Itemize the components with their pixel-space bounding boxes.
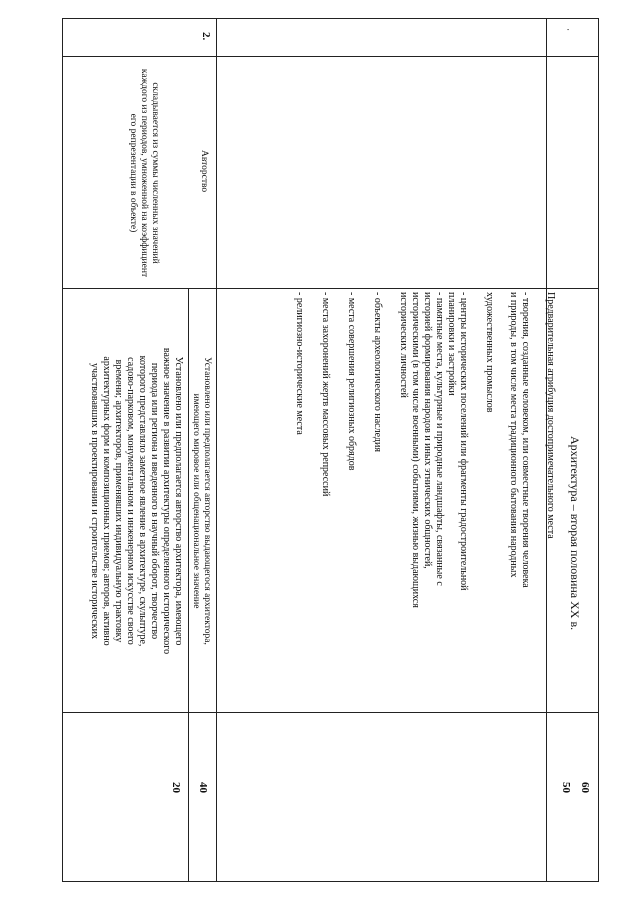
section-header-title: Архитектура – вторая половина XX в. — [568, 436, 582, 631]
preliminary-item: - религиозно-исторические места — [294, 292, 305, 435]
preliminary-item: планировки и застройки — [446, 292, 457, 396]
authorship-title-line: Установлено или предполагается авторство выдающегося архитектора, — [202, 357, 212, 645]
preliminary-item: и природы, в том числе места традиционного бытования народных — [508, 292, 519, 578]
preliminary-item: - центры исторических поселений или фрагменты градостроительной — [458, 292, 469, 591]
table-border-col1 — [216, 18, 217, 882]
corner-mark: · — [562, 28, 572, 32]
preliminary-item: - памятные места, культурные и природные ландшафты, связанные с — [434, 292, 445, 586]
table-border-left — [62, 18, 63, 882]
preliminary-item: - места захоронений жертв массовых репрессий — [320, 292, 331, 497]
preliminary-item: историей формирования народов и иных этнических общностей, — [422, 292, 433, 569]
row-number: 2. — [200, 32, 212, 41]
regional-line: времени; архитекторов, применявших индивидуальную трактовку — [113, 359, 124, 643]
table-border-row3 — [62, 712, 599, 713]
regional-line: садово-парковом, монументальном и инженерном искусстве своего — [125, 357, 136, 645]
regional-line: Установлено или предполагается авторство архитектора, имеющего — [173, 356, 184, 646]
preliminary-item: историческими (в том числе военными) событиями, жизнью выдающихся — [410, 292, 421, 608]
preliminary-score: 50 — [560, 782, 572, 793]
regional-line: которого представляло заметное явление в архитектуре, скульптуре, — [137, 355, 148, 647]
table-border-subcol — [188, 288, 189, 882]
authorship-title-line: имеющего мировое или общенациональное значение — [191, 393, 201, 609]
regional-line: участвовавших в проектировании и строительстве исторических — [89, 362, 100, 640]
preliminary-item: - объекты археологического наследия — [372, 292, 383, 452]
table-border-top — [62, 18, 599, 19]
preliminary-item: исторических личностей — [398, 292, 409, 398]
authorship-score: 40 — [197, 782, 209, 793]
regional-line: периода или региона и введенного в научный оборот, творчество — [149, 362, 160, 640]
preliminary-item: - места совершения религиозных обрядов — [346, 292, 357, 471]
regional-description — [88, 296, 184, 706]
section-header-score: 60 — [579, 782, 591, 793]
preliminary-item: - творения, созданные человеком, или совместные творения человека — [520, 292, 531, 588]
preliminary-title: Предварительная атрибуция достопримечательного места — [545, 292, 556, 539]
authorship-title — [190, 296, 212, 706]
table-border-bottom — [62, 881, 599, 882]
left-note-text: складывается из суммы численных значений каждого из периодов, умноженной на коэффициент его репрезентации в объекте) — [128, 68, 160, 278]
criterion-label: Авторство — [199, 150, 209, 193]
regional-line: важное значение в развитии архитектуры определенного исторического — [161, 347, 172, 655]
table-border-row1 — [62, 56, 599, 57]
left-note — [90, 66, 160, 280]
regional-score: 20 — [170, 782, 182, 793]
table-border-row2 — [62, 288, 599, 289]
preliminary-items — [293, 292, 531, 702]
preliminary-item: художественных промыслов — [484, 292, 495, 413]
table-border-right — [598, 18, 599, 882]
regional-line: архитектурных форм и композиционных приемов; авторов, активно — [101, 356, 112, 646]
